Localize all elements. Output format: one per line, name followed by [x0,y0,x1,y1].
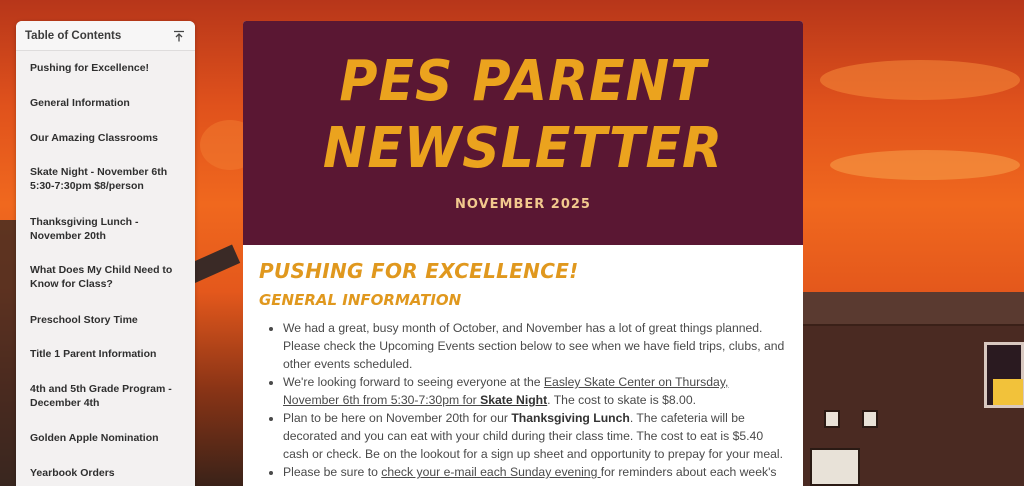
toc-item-what-does-my-child-need[interactable]: What Does My Child Need to Know for Class? [30,264,173,290]
toc-item-our-amazing-classrooms[interactable]: Our Amazing Classrooms [30,132,158,144]
toc-item-skate-night[interactable]: Skate Night - November 6th 5:30-7:30pm $8/person [30,166,168,192]
bullet-text: for reminders about each week's [600,465,777,479]
newsletter-title-line2: NEWSLETTER [322,116,724,181]
thanksgiving-lunch-bold: Thanksgiving Lunch [511,411,630,425]
newsletter-content [243,245,803,481]
bullet-text: . The cost to skate is $8.00. [547,393,696,407]
toc-item-preschool-story-time[interactable]: Preschool Story Time [30,314,138,326]
bullet-text: . The cafeteria will be decorated and you can eat with your child during their class time. The cost to eat is $5.40 cash or check. Be on the lookout for a sign up sheet and opportunity to prepay for your meal. [283,411,783,461]
newsletter-card [243,21,803,486]
list-item [283,319,787,373]
toc-item-title-1-parent-information[interactable]: Title 1 Parent Information [30,348,157,360]
general-info-list [259,319,787,481]
list-item [283,409,787,463]
newsletter-title-line1: PES PARENT [339,49,707,114]
collapse-to-top-icon[interactable] [172,29,186,43]
toc-item-4th-5th-grade-program[interactable]: 4th and 5th Grade Program - December 4th [30,383,172,409]
toc-list [16,51,195,486]
section-heading-general-information: GENERAL INFORMATION [259,291,462,309]
toc-item-pushing-for-excellence[interactable]: Pushing for Excellence! [30,62,150,74]
skate-center-link[interactable]: Easley Skate Center on Thursday, November 6th from 5:30-7:30pm for [283,375,729,407]
background-cloud [830,150,1020,180]
toc-title: Table of Contents [25,29,122,42]
toc-item-yearbook-orders[interactable]: Yearbook Orders [30,467,115,479]
toc-header [16,21,195,51]
background-window [824,410,840,428]
toc-item-thanksgiving-lunch[interactable]: Thanksgiving Lunch - November 20th [30,216,139,242]
toc-item-general-information[interactable]: General Information [30,97,130,109]
table-of-contents [16,21,195,486]
background-cloud [820,60,1020,100]
bullet-text: Plan to be here on November 20th for our [283,411,512,425]
background-window [862,410,878,428]
list-item [283,373,787,409]
skate-night-link[interactable]: Skate Night [480,393,548,407]
newsletter-title [323,48,723,182]
background-building-roofline [802,292,1024,326]
bullet-text: Please be sure to [283,465,382,479]
bullet-text: We had a great, busy month of October, and November has a lot of great things planned. Please check the Upcoming Events section below to see when we have field trips, clubs, and other events scheduled. [283,321,785,371]
toc-item-golden-apple-nomination[interactable]: Golden Apple Nomination [30,432,159,444]
background-window [810,448,860,486]
section-heading-pushing-for-excellence: PUSHING FOR EXCELLENCE! [259,259,579,283]
list-item [283,463,787,481]
background-school-sign [984,342,1024,408]
check-email-link[interactable]: check your e-mail each Sunday evening [381,465,601,479]
bullet-text: We're looking forward to seeing everyone at the [283,375,544,389]
newsletter-banner [243,21,803,245]
newsletter-date: NOVEMBER 2025 [455,197,591,212]
